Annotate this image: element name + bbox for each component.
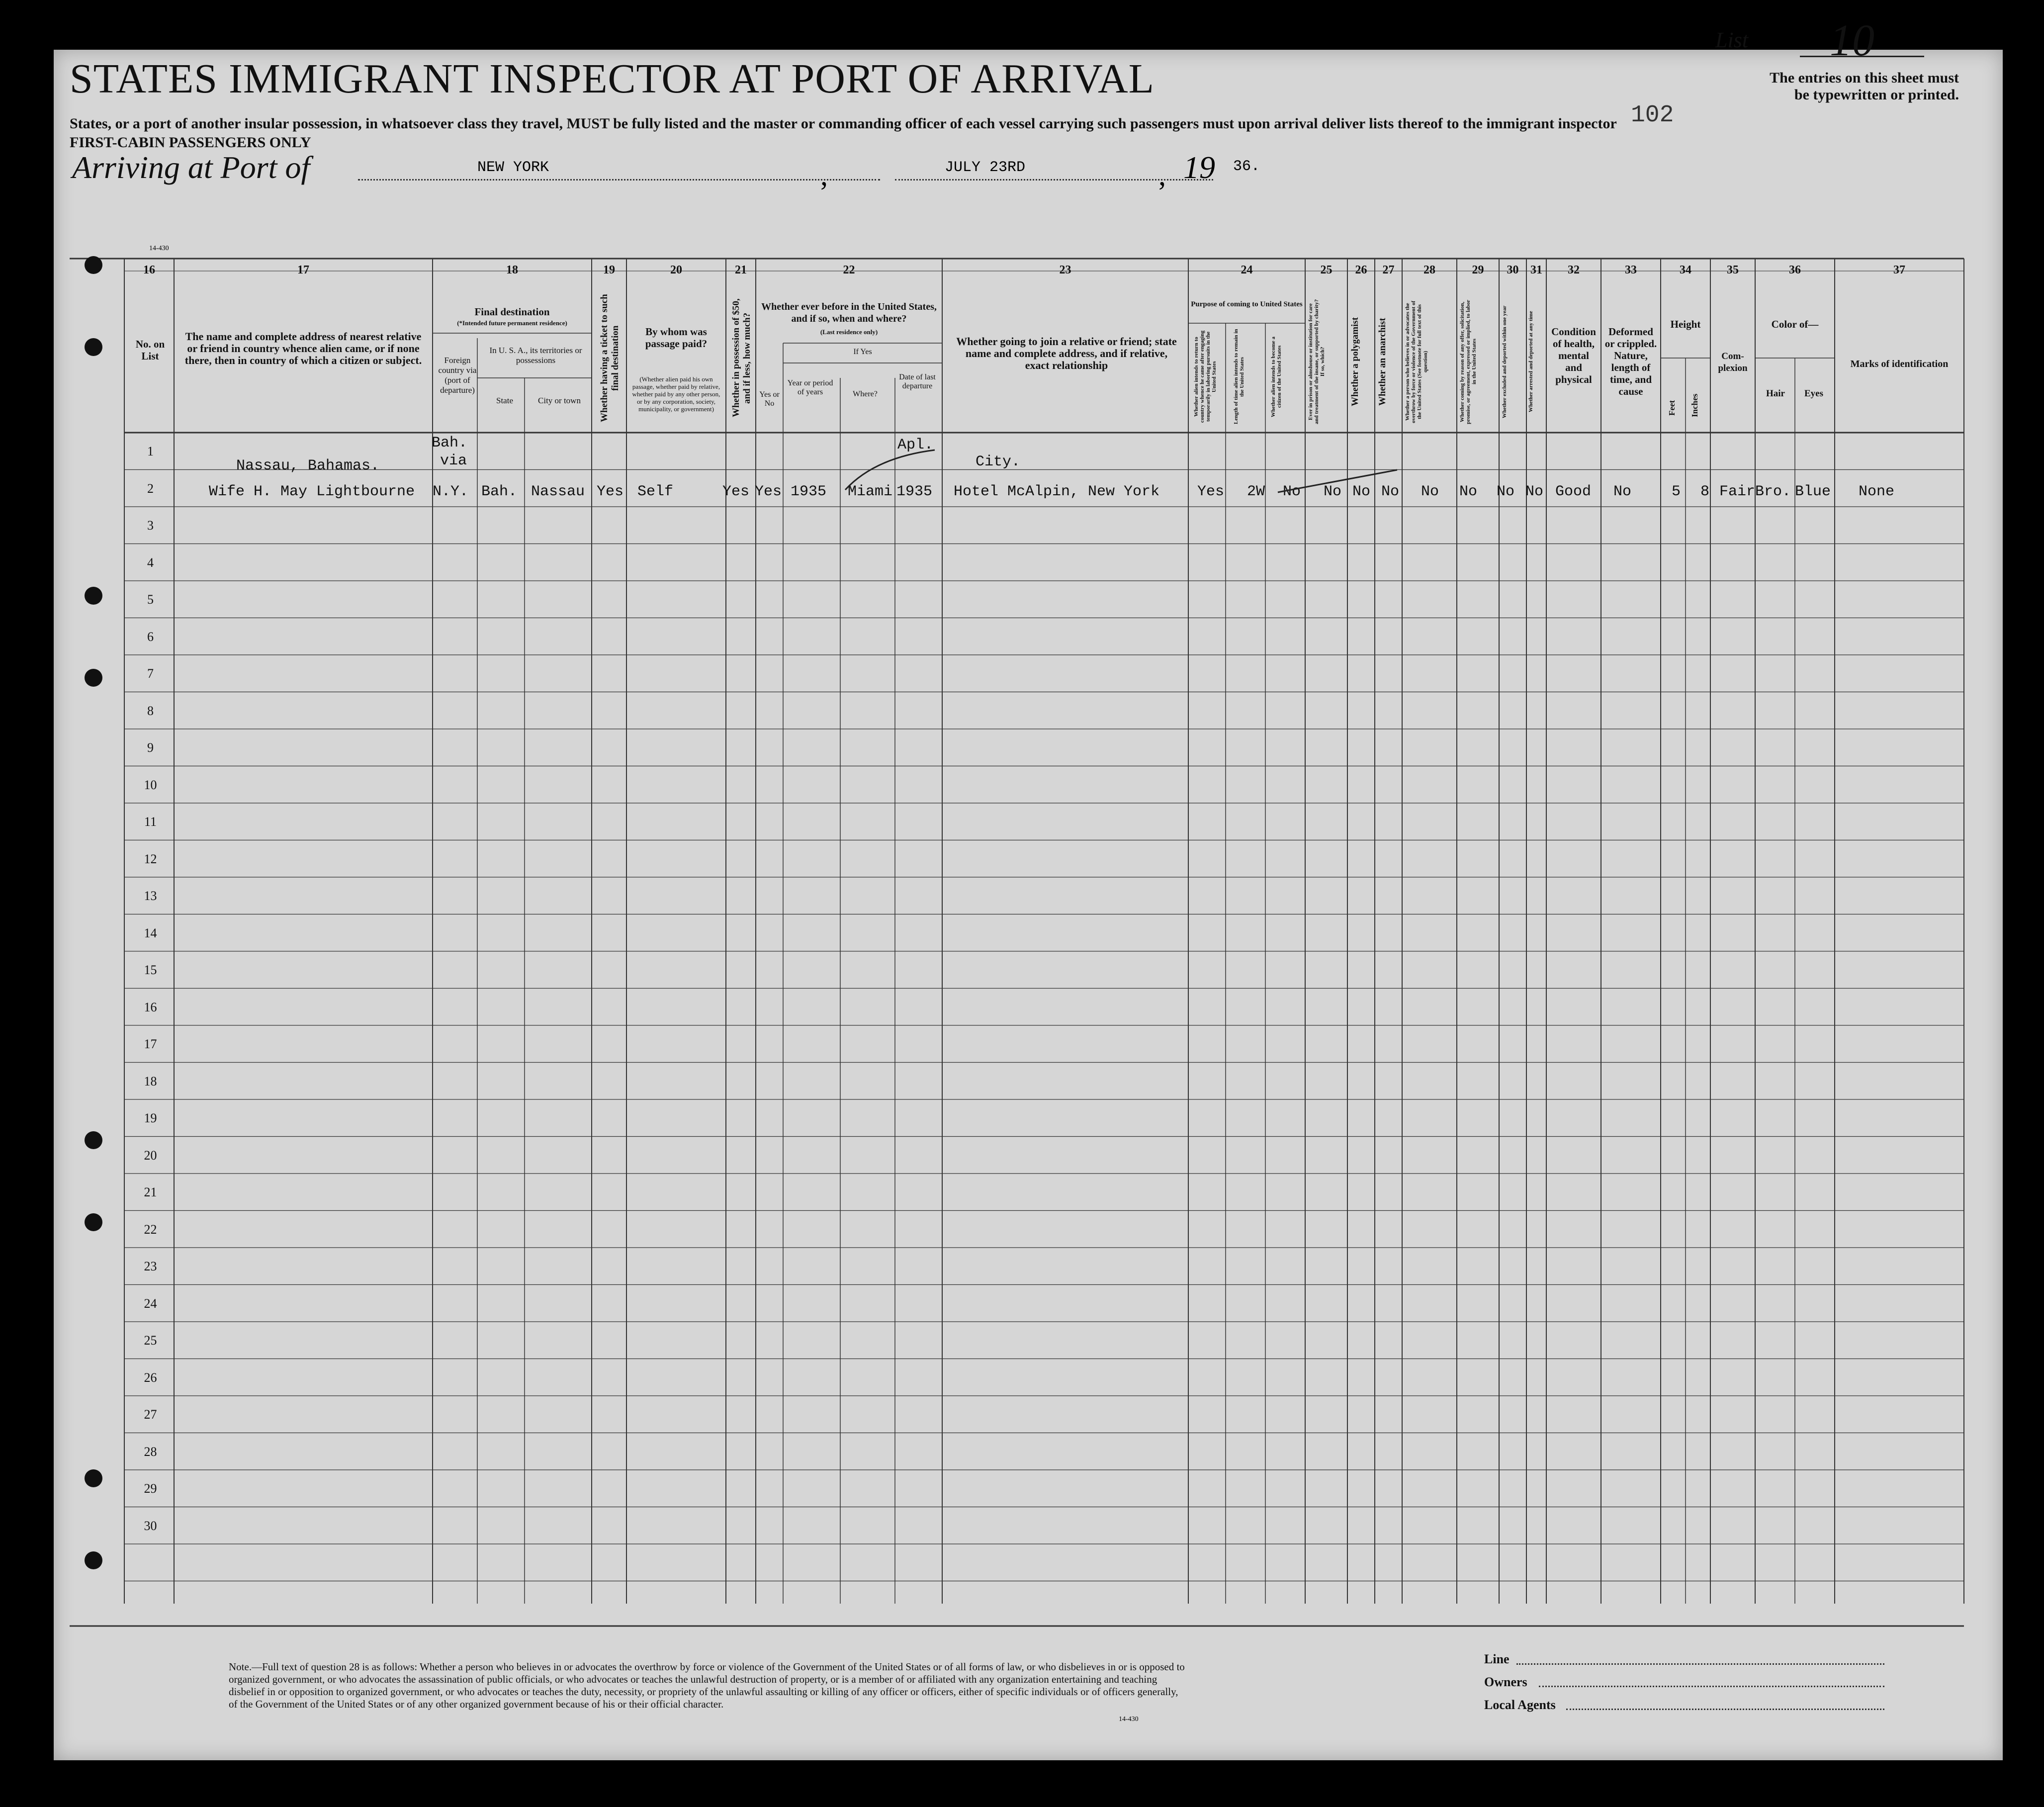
binder-hole [85,1469,102,1487]
entry-arrested: No [1525,483,1544,500]
footer-agents-label: Local Agents [1484,1698,1556,1712]
hdr-polygamist: Whether a polygamist [1350,317,1360,407]
footer-form-code: 14-430 [1119,1716,1139,1723]
port-value: NEW YORK [477,159,549,176]
col-num-35: 35 [1727,264,1739,276]
col-num-27: 27 [1382,264,1395,276]
entry-deformed: No [1613,483,1632,500]
page-title: STATES IMMIGRANT INSPECTOR AT PORT OF ARRIVAL [70,56,1155,102]
col-num-26: 26 [1355,264,1367,276]
row-number: 17 [144,1037,157,1052]
hdr-purpose: Purpose of coming to United States [1191,300,1303,308]
entry-polygamist: No [1352,483,1371,500]
row-number: 30 [144,1518,157,1533]
list-label: List [1715,28,1749,52]
row-number: 26 [144,1370,157,1385]
row-number: 16 [144,999,157,1014]
col-num-21: 21 [735,264,747,276]
hdr-final-destination: Final destination [474,306,550,318]
hdr-inches: Inches [1690,393,1699,417]
comma-separator: , [820,159,828,191]
entry-relative-line1: Nassau, Bahamas. [236,457,380,474]
hdr-height: Height [1670,318,1701,330]
year-suffix: 36. [1233,158,1260,175]
entry-health: Good [1555,483,1592,500]
hdr-before-us: Whether ever before in the United States, and if so, when and where? [761,301,937,324]
row-number: 25 [144,1333,157,1348]
hdr-deformed: Deformed or crippled. Nature, length of time, and cause [1604,326,1657,397]
pencil-stroke-where [845,450,935,490]
hdr-departure: Date of last departure [899,373,936,390]
row-number: 2 [147,481,154,496]
hdr-if-yes: If Yes [853,348,872,356]
row-number: 22 [144,1222,157,1237]
row-number: 7 [147,666,154,681]
hdr-purpose-return: Whether alien intends to return to country whence he came after engaging temporarily in laboring pursuits in the United States [1193,330,1217,423]
row-number: 28 [144,1444,157,1459]
form-code: 14-430 [149,245,169,252]
entry-where: Miami [848,483,893,500]
row-number: 10 [144,777,157,792]
entry-complexion: Fair [1719,483,1756,500]
hdr-color-of: Color of— [1771,318,1819,330]
col-num-33: 33 [1625,264,1637,276]
hdr-city: City or town [538,396,581,405]
hdr-arrested: Whether arrested and deported at any time [1528,311,1534,413]
hdr-offer: Whether coming by reason of any offer, solicitation, promise, or agreement, expressed or implied, to labor in the United States [1459,299,1477,424]
footer-agents-field [1566,1709,1884,1710]
col-num-16: 16 [143,264,155,276]
list-number: 10 [1830,16,1874,65]
row-number: 19 [144,1111,157,1126]
entry-joining: Hotel McAlpin, New York [954,483,1160,500]
date-value: JULY 23RD [945,159,1026,176]
col-num-17: 17 [297,264,309,276]
typewritten-notice-line2: be typewritten or printed. [1794,87,1959,103]
col-num-29: 29 [1472,264,1484,276]
entry-excluded: No [1497,483,1515,500]
entry-citizen: No [1283,483,1301,500]
col-num-32: 32 [1568,264,1580,276]
row-number: 21 [144,1185,157,1200]
row-number: 9 [147,740,154,755]
entry-joining-top: City. [976,453,1021,470]
col-num-20: 20 [670,264,682,276]
hdr-excluded: Whether excluded and deported within one year [1502,305,1508,418]
binder-hole [85,1213,102,1231]
footnote-q28: Note.—Full text of question 28 is as follows: Whether a person who believes in or advocates the overthrow by force or violence of the Government of the United States or of all forms of law, or who disbelieves in or is opposed to organized government, or who advocates the assassination of public officials, or who advocates or teaches the unlawful destruction of property, or is a member of or affiliated with any organization entertaining and teaching disbelief in or opposition to organized government, or who advocates or teaches the duty, necessity, or propriety of the unlawful assaulting or killing of any officer or officers, either of specific individuals or of officers generally, of the Government of the United States or of any other organized government because of his or their official character. [229,1661,1185,1710]
footer-owners-field [1539,1686,1884,1687]
col-num-37: 37 [1893,264,1905,276]
row-number: 4 [147,555,154,570]
entry-departure: 1935 [896,483,933,500]
row-number: 13 [144,889,157,904]
col-num-18: 18 [506,264,518,276]
hdr-purpose-citizen: Whether alien intends to become a citizen of the United States [1270,336,1282,417]
hdr-foreign-country: Foreign country via (port of departure) [438,356,477,395]
entry-money: Yes [722,483,750,500]
hdr-anarchist: Whether an anarchist [1377,318,1388,406]
hdr-no-on-list: No. on List [135,338,165,362]
hdr-where: Where? [853,390,878,398]
entry-overthrow: No [1421,483,1439,500]
row-number: 11 [144,814,157,829]
hdr-state: State [496,396,513,405]
entry-foreign-top: Bah. [432,435,468,452]
page-stamp: 102 [1631,102,1674,129]
binder-hole [85,669,102,687]
entry-period: 1935 [791,483,827,500]
col-num-36: 36 [1789,264,1801,276]
hdr-passage-paid: By whom was passage paid? [645,326,708,350]
hdr-before-us-sub: (Last residence only) [820,328,878,336]
col-num-22: 22 [843,264,855,276]
row-number: 24 [144,1296,157,1311]
row-number: 1 [147,444,154,459]
entry-relative-line2: Wife H. May Lightbourne [209,483,415,500]
hdr-prison: Ever in prison or almshouse or institution for care and treatment of the insane, or supported by charity? If so, which? [1308,299,1326,425]
cabin-class-label: FIRST-CABIN PASSENGERS ONLY [70,134,311,151]
col-num-24: 24 [1241,264,1253,276]
entry-anarchist: No [1381,483,1400,500]
entry-state: Bah. [481,483,518,500]
row-number: 27 [144,1407,157,1422]
row-number: 18 [144,1074,157,1088]
instruction-text: States, or a port of another insular possession, in whatsoever class they travel, MUST be fully listed and the master or commanding officer of each vessel carrying such passengers must upon arrival deliver lists thereof to the immigrant inspector [70,115,1617,132]
hdr-passage-paid-sub: (Whether alien paid his own passage, whether paid by relative, whether paid by any other person, or by any corporation, society, municipality, or government) [632,375,720,413]
pencil-stroke-citizen [1278,470,1397,492]
typewritten-notice-line1: The entries on this sheet must [1770,70,1959,86]
binder-hole [85,1551,102,1569]
hdr-usa: In U. S. A., its territories or possessions [489,346,582,365]
entry-purpose-return: Yes [1197,483,1225,500]
entry-inches: 8 [1700,483,1710,500]
row-number: 5 [147,592,154,607]
entry-eyes: Blue [1795,483,1831,500]
entry-city: Nassau [531,483,585,500]
row-number: 12 [144,851,157,866]
hdr-yes-no: Yes or No [759,390,780,408]
row-number: 14 [144,925,157,940]
col-num-25: 25 [1320,264,1333,276]
entry-before-us: Yes [755,483,782,500]
year-prefix: 19 [1183,150,1215,185]
binder-hole [85,338,102,356]
row-number: 15 [144,963,157,978]
entry-offer: No [1459,483,1478,500]
arriving-label: Arriving at Port of [72,150,310,185]
entry-feet: 5 [1672,483,1681,500]
entry-ticket: Yes [597,483,624,500]
hdr-purpose-length: Length of time alien intends to remain in the United States [1233,329,1245,425]
hdr-health: Condition of health, mental and physical [1551,326,1596,385]
entry-foreign-mid: via [440,452,467,469]
hdr-final-destination-sub: (*Intended future permanent residence) [457,319,567,327]
footer-owners-label: Owners [1484,1675,1527,1689]
row-number: 3 [147,518,154,533]
hdr-joining: Whether going to join a relative or friend; state name and complete address, and if relative, exact relationship [956,335,1177,371]
entry-paid-by: Self [637,483,674,500]
hdr-feet: Feet [1667,400,1677,416]
row-number: 6 [147,629,154,644]
col-num-31: 31 [1530,264,1542,276]
entry-hair: Bro. [1755,483,1791,500]
binder-hole [85,1131,102,1149]
row-number: 8 [147,703,154,718]
row-number: 23 [144,1259,157,1274]
entry-marks: None [1859,483,1895,500]
row-number: 29 [144,1481,157,1496]
hdr-overthrow: Whether a person who believes in or advocates the overthrow by force or violence of the Government of the United States (See footnote for full text of this question) [1405,300,1428,423]
entry-foreign-bottom: N.Y. [433,483,469,500]
hdr-marks: Marks of identification [1850,359,1949,369]
footer-line-field [1516,1663,1884,1665]
hdr-complexion: Com-plexion [1718,351,1748,373]
hdr-hair: Hair [1766,388,1785,399]
comma-separator-2: , [1158,159,1166,191]
entry-length-stay: 2W [1247,483,1265,500]
col-num-19: 19 [603,264,615,276]
footer-line-label: Line [1484,1652,1510,1666]
col-num-30: 30 [1507,264,1519,276]
entry-departure-top: Apl. [897,437,934,453]
hdr-eyes: Eyes [1804,388,1823,399]
entry-prison: No [1324,483,1342,500]
row-number: 20 [144,1148,157,1163]
hdr-ticket: Whether having a ticket to such final destination [599,294,621,422]
hdr-money: Whether in possession of $50, and if less, how much? [731,298,752,418]
hdr-relative-address: The name and complete address of nearest relative or friend in country whence alien came, or if none there, then in country of which a citizen or subject. [184,330,422,366]
col-num-28: 28 [1423,264,1435,276]
col-num-23: 23 [1059,264,1071,276]
binder-hole [85,587,102,605]
hdr-period: Year or period of years [787,379,833,396]
binder-hole [85,256,102,274]
col-num-34: 34 [1680,264,1691,276]
